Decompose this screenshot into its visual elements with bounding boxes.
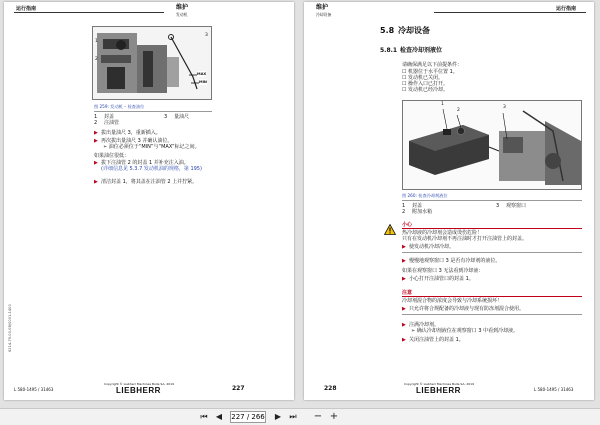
warning-end-rule — [402, 252, 582, 253]
warning-title: 小心 — [402, 222, 413, 228]
checkbox-icon: ☐ — [402, 81, 407, 87]
step-arrow-icon: ▶ — [94, 130, 98, 136]
notice-title: 注意 — [402, 290, 413, 296]
requirements-title: 请确保满足以下前提条件： — [402, 62, 463, 68]
step-arrow-icon: ▶ — [402, 322, 406, 328]
legend-text-1: 封盖 — [104, 114, 115, 120]
legend-num-2: 2 — [94, 120, 98, 126]
step-arrow-icon: ▶ — [94, 179, 98, 185]
step-arrow-icon: ▶ — [402, 337, 406, 343]
section-number: 5.8 — [380, 26, 395, 35]
side-code: 6214-79-00-0B/0001-1400 — [8, 304, 12, 352]
notice-line: 冷却剂混合物的浓度会导致与冷却系统损坏！ — [402, 298, 503, 304]
warning-line-2: 只有在发动机冷却剂不再注油时才打开注油管上的封盖。 — [402, 236, 528, 242]
legend-text-2: 附加水箱 — [412, 209, 433, 215]
checkbox-icon: ☐ — [402, 87, 407, 93]
notice-step: 只允许将合规配备的冷却液与现有防冻剂混合使用。 — [409, 306, 525, 312]
legend-text-2: 注油管 — [104, 120, 120, 126]
condition-text: 如果在观察窗口 3 无法看到冷却液： — [402, 268, 484, 274]
caption-rule — [402, 200, 582, 201]
header-right: 运行指南 — [556, 6, 577, 12]
subsection-number: 5.8.1 — [380, 47, 398, 54]
legend-num-3: 3 — [496, 203, 500, 209]
warning-step: 使发动机冷却冷却。 — [409, 244, 455, 250]
figure-engine-dipstick — [92, 26, 212, 100]
section-title: 冷却设备 — [398, 26, 430, 35]
footer-doc-number: L 580-1495 / 31463 — [14, 387, 54, 392]
footer-doc-number: L 580-1495 / 31463 — [534, 387, 574, 392]
footer-copyright: Copyright © Liebherr Machines Bulle SA, 2019 — [104, 382, 174, 386]
fig-label-2: 2 — [457, 108, 460, 113]
coolant-tank-illustration — [403, 101, 582, 190]
subsection-title: 检查冷却剂液位 — [400, 47, 443, 54]
viewer-toolbar — [0, 408, 600, 425]
liebherr-logo: LIEBHERR — [116, 386, 161, 395]
figure-caption: 图 260: 检查冷却剂液位 — [402, 193, 448, 198]
condition-text: 如果油位很低： — [94, 153, 130, 159]
first-page-button[interactable]: ⏮ — [200, 412, 208, 421]
fig-label-1: 1 — [95, 39, 98, 44]
warning-triangle-icon — [384, 224, 396, 235]
engine-illustration — [93, 27, 212, 100]
step-arrow-icon: ▶ — [402, 276, 406, 282]
legend-num-3: 3 — [164, 114, 168, 120]
result-a: ➢ 油位必须位于“MIN”与“MAX”标记之间。 — [103, 144, 200, 150]
caption-rule — [94, 111, 212, 112]
step-3: 注满冷却剂。 — [409, 322, 440, 328]
notice-rule — [402, 296, 582, 297]
figure-coolant-tank — [402, 100, 582, 190]
header-left: 维护 — [316, 4, 329, 11]
step-2: 小心打开注油管口的封盖 1。 — [409, 276, 474, 282]
step-arrow-icon: ▶ — [402, 244, 406, 250]
page-number-input[interactable] — [230, 411, 266, 423]
header-sub: 冷却设备 — [316, 12, 332, 17]
crossref-link[interactable]: (详细信息见 5.3.7 发动机油的规格，第 195) — [101, 166, 202, 172]
step-arrow-icon: ▶ — [94, 138, 98, 144]
page-228 — [304, 2, 594, 400]
figure-caption: 图 259: 发动机 – 检查油位 — [94, 104, 145, 109]
fig-label-3: 3 — [503, 105, 506, 110]
header-left: 运行指南 — [16, 6, 37, 12]
last-page-button[interactable]: ⏭ — [289, 412, 297, 421]
legend-text-3: 量油尺 — [174, 114, 190, 120]
legend-text-3: 观察窗口 — [506, 203, 527, 209]
legend-text-1: 封盖 — [412, 203, 423, 209]
fig-max-label: MAX — [197, 72, 207, 76]
step-b-1: 拔下注油管 2 的封盖 1 并补充注入油。 — [101, 160, 189, 166]
fig-label-1: 1 — [441, 102, 444, 107]
header-rule — [14, 12, 164, 13]
page-number: 227 — [232, 385, 245, 392]
step-1: 慢慢地观察窗口 3 是否有冷却剂的液位。 — [409, 258, 501, 264]
liebherr-logo: LIEBHERR — [416, 386, 461, 395]
requirement-1: 机器位于水平位置 1。 — [408, 69, 458, 75]
next-page-button[interactable]: ▶ — [274, 412, 282, 421]
header-sub: 发动机 — [176, 12, 188, 17]
page-227 — [4, 2, 294, 400]
checkbox-icon: ☐ — [402, 69, 407, 75]
step-4: 关闭注油管上的封盖 1。 — [409, 337, 464, 343]
step-3-result: ➢ 确认冷却剂液位在观察窗口 3 中看到冷却液。 — [411, 328, 519, 334]
step-arrow-icon: ▶ — [402, 306, 406, 312]
notice-end-rule — [402, 314, 582, 315]
checkbox-icon: ☐ — [402, 75, 407, 81]
fig-min-label: MIN — [199, 80, 207, 84]
previous-page-button[interactable]: ◀ — [215, 412, 223, 421]
footer-copyright: Copyright © Liebherr Machines Bulle SA, 2019 — [404, 382, 474, 386]
legend-num-1: 1 — [94, 114, 98, 120]
requirement-4: 发动机已经冷却。 — [408, 87, 449, 93]
legend-num-1: 1 — [402, 203, 406, 209]
warning-rule — [402, 228, 582, 229]
page-number: 228 — [324, 385, 337, 392]
header-center: 维护 — [176, 4, 189, 11]
fig-label-3: 3 — [205, 33, 208, 38]
legend-num-2: 2 — [402, 209, 406, 215]
step-a-2: 再次拔出量油尺 3 并确认油位。 — [101, 138, 173, 144]
requirement-3: 操作入口已打开。 — [408, 81, 449, 87]
warning-line-1: 热冷却液的冷却剂会造成烫伤危险！ — [402, 230, 483, 236]
fig-label-2: 2 — [95, 57, 98, 62]
step-b-2: 清洁封盖 1，将其盖在注油管 2 上并拧紧。 — [101, 179, 198, 185]
zoom-out-button[interactable]: − — [313, 411, 323, 422]
zoom-in-button[interactable]: + — [329, 411, 339, 422]
header-rule — [434, 12, 586, 13]
step-a-1: 拔出量油尺 3，重新插入。 — [101, 130, 161, 136]
step-arrow-icon: ▶ — [402, 258, 406, 264]
requirement-2: 发动机已关闭。 — [408, 75, 444, 81]
step-arrow-icon: ▶ — [94, 160, 98, 166]
